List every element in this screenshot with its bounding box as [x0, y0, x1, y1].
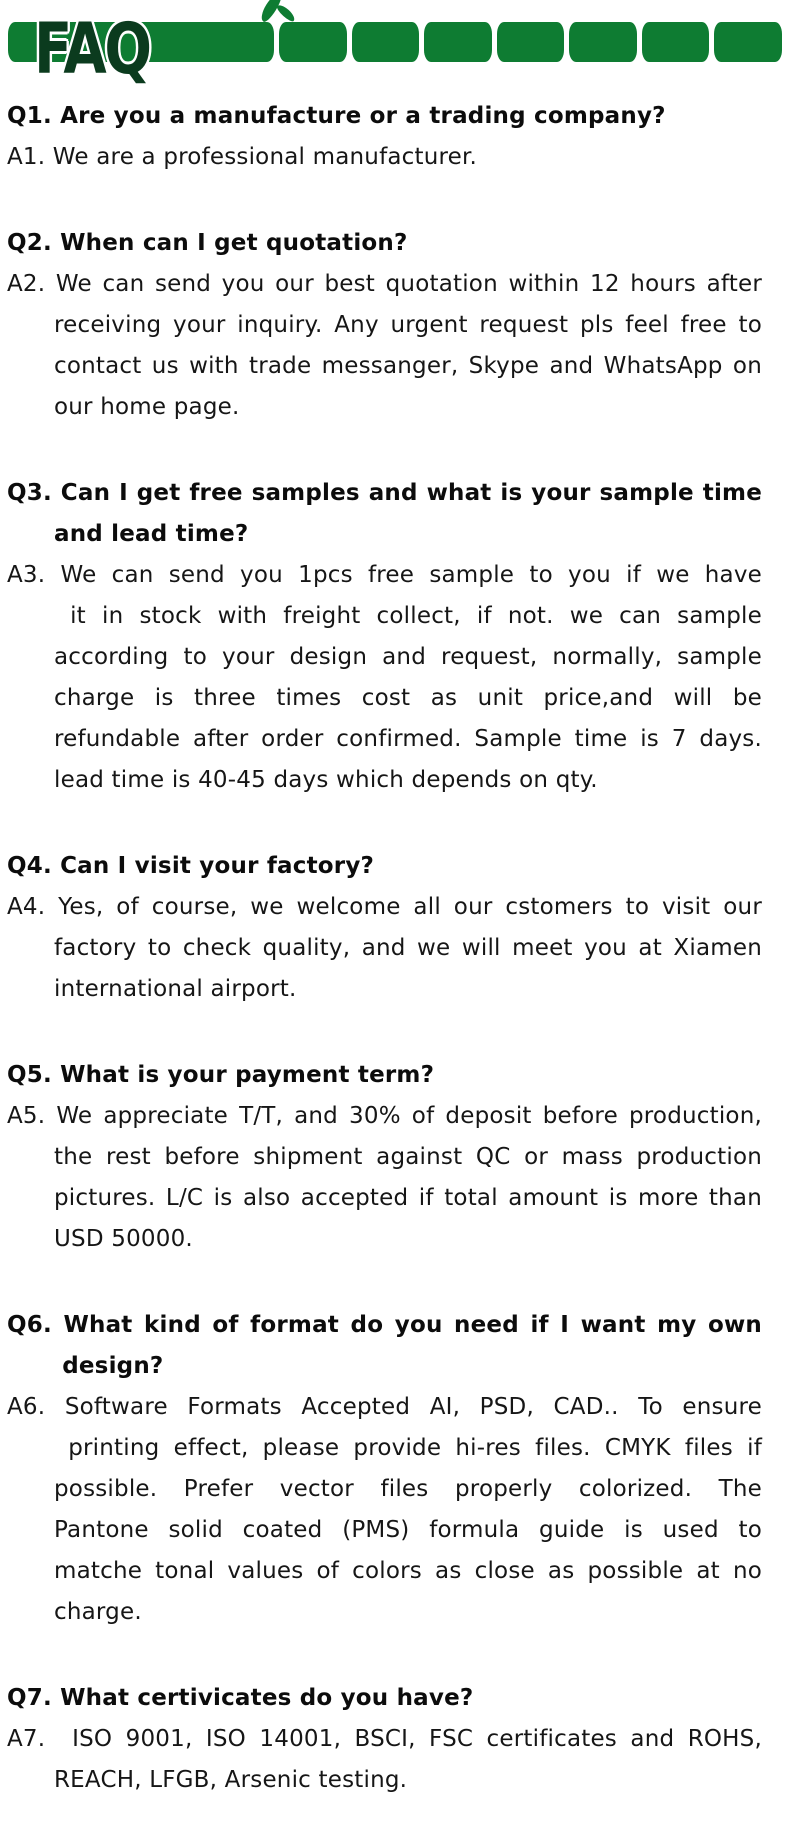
question-line: Q7. What certivicates do you have? [7, 1685, 474, 1711]
question-line: Q1. Are you a manufacture or a trading company? [7, 103, 666, 129]
answer-line: receiving your inquiry. Any urgent request pls feel free to [54, 312, 762, 338]
answer-line: A6. Software Formats Accepted AI, PSD, CAD.. To ensure [7, 1394, 762, 1420]
bamboo-segment [714, 22, 782, 62]
answer-line: matche tonal values of colors as close as possible at no [54, 1558, 762, 1584]
question-line: Q3. Can I get free samples and what is your sample time [7, 480, 762, 506]
answer-line: contact us with trade messanger, Skype and WhatsApp on [54, 353, 762, 379]
answer-line: A5. We appreciate T/T, and 30% of deposit before production, [7, 1103, 762, 1129]
faq-item [7, 1678, 762, 1801]
bamboo-segment [352, 22, 420, 62]
question-line: Q6. What kind of format do you need if I want my own [7, 1312, 762, 1338]
answer-line: Pantone solid coated (PMS) formula guide is used to [54, 1517, 762, 1543]
question-line: Q2. When can I get quotation? [7, 230, 408, 256]
bamboo-segment [642, 22, 710, 62]
answer-line: the rest before shipment against QC or mass production [54, 1144, 762, 1170]
bamboo-segment [569, 22, 637, 62]
answer-line: our home page. [54, 394, 240, 420]
answer-line: A4. Yes, of course, we welcome all our cstomers to visit our [7, 894, 762, 920]
answer-line: A1. We are a professional manufacturer. [7, 144, 478, 170]
answer-line: A3. We can send you 1pcs free sample to you if we have [7, 562, 762, 588]
question-line: and lead time? [54, 521, 249, 547]
faq-item [7, 1305, 762, 1633]
answer-line: possible. Prefer vector files properly colorized. The [54, 1476, 762, 1502]
answer-line: pictures. L/C is also accepted if total amount is more than [54, 1185, 762, 1211]
answer-line: it in stock with freight collect, if not. we can sample [54, 603, 762, 629]
answer-line: charge. [54, 1599, 142, 1625]
answer-line: international airport. [54, 976, 297, 1002]
faq-item [7, 846, 762, 1010]
answer-line: USD 50000. [54, 1226, 193, 1252]
answer-line: lead time is 40-45 days which depends on qty. [54, 767, 598, 793]
answer-line: A7. ISO 9001, ISO 14001, BSCI, FSC certificates and ROHS, [7, 1726, 762, 1752]
answer-line: factory to check quality, and we will meet you at Xiamen [54, 935, 762, 961]
bamboo-segment [279, 22, 347, 62]
faq-item [7, 473, 762, 801]
answer-line: charge is three times cost as unit price,and will be [54, 685, 762, 711]
answer-line: refundable after order confirmed. Sample time is 7 days. [54, 726, 762, 752]
faq-item [7, 223, 762, 428]
answer-line: according to your design and request, normally, sample [54, 644, 762, 670]
answer-line: printing effect, please provide hi-res files. CMYK files if [54, 1435, 762, 1461]
faq-item [7, 96, 762, 178]
bamboo-leaf-icon [275, 3, 297, 24]
faq-title: FAQ [34, 8, 150, 90]
answer-line: A2. We can send you our best quotation within 12 hours after [7, 271, 762, 297]
bamboo-banner [8, 8, 782, 90]
bamboo-segment [497, 22, 565, 62]
faq-list [0, 96, 790, 1801]
faq-item [7, 1055, 762, 1260]
question-line: Q4. Can I visit your factory? [7, 853, 375, 879]
question-line: Q5. What is your payment term? [7, 1062, 435, 1088]
question-line: design? [54, 1353, 164, 1379]
bamboo-segment [424, 22, 492, 62]
answer-line: REACH, LFGB, Arsenic testing. [54, 1767, 408, 1793]
